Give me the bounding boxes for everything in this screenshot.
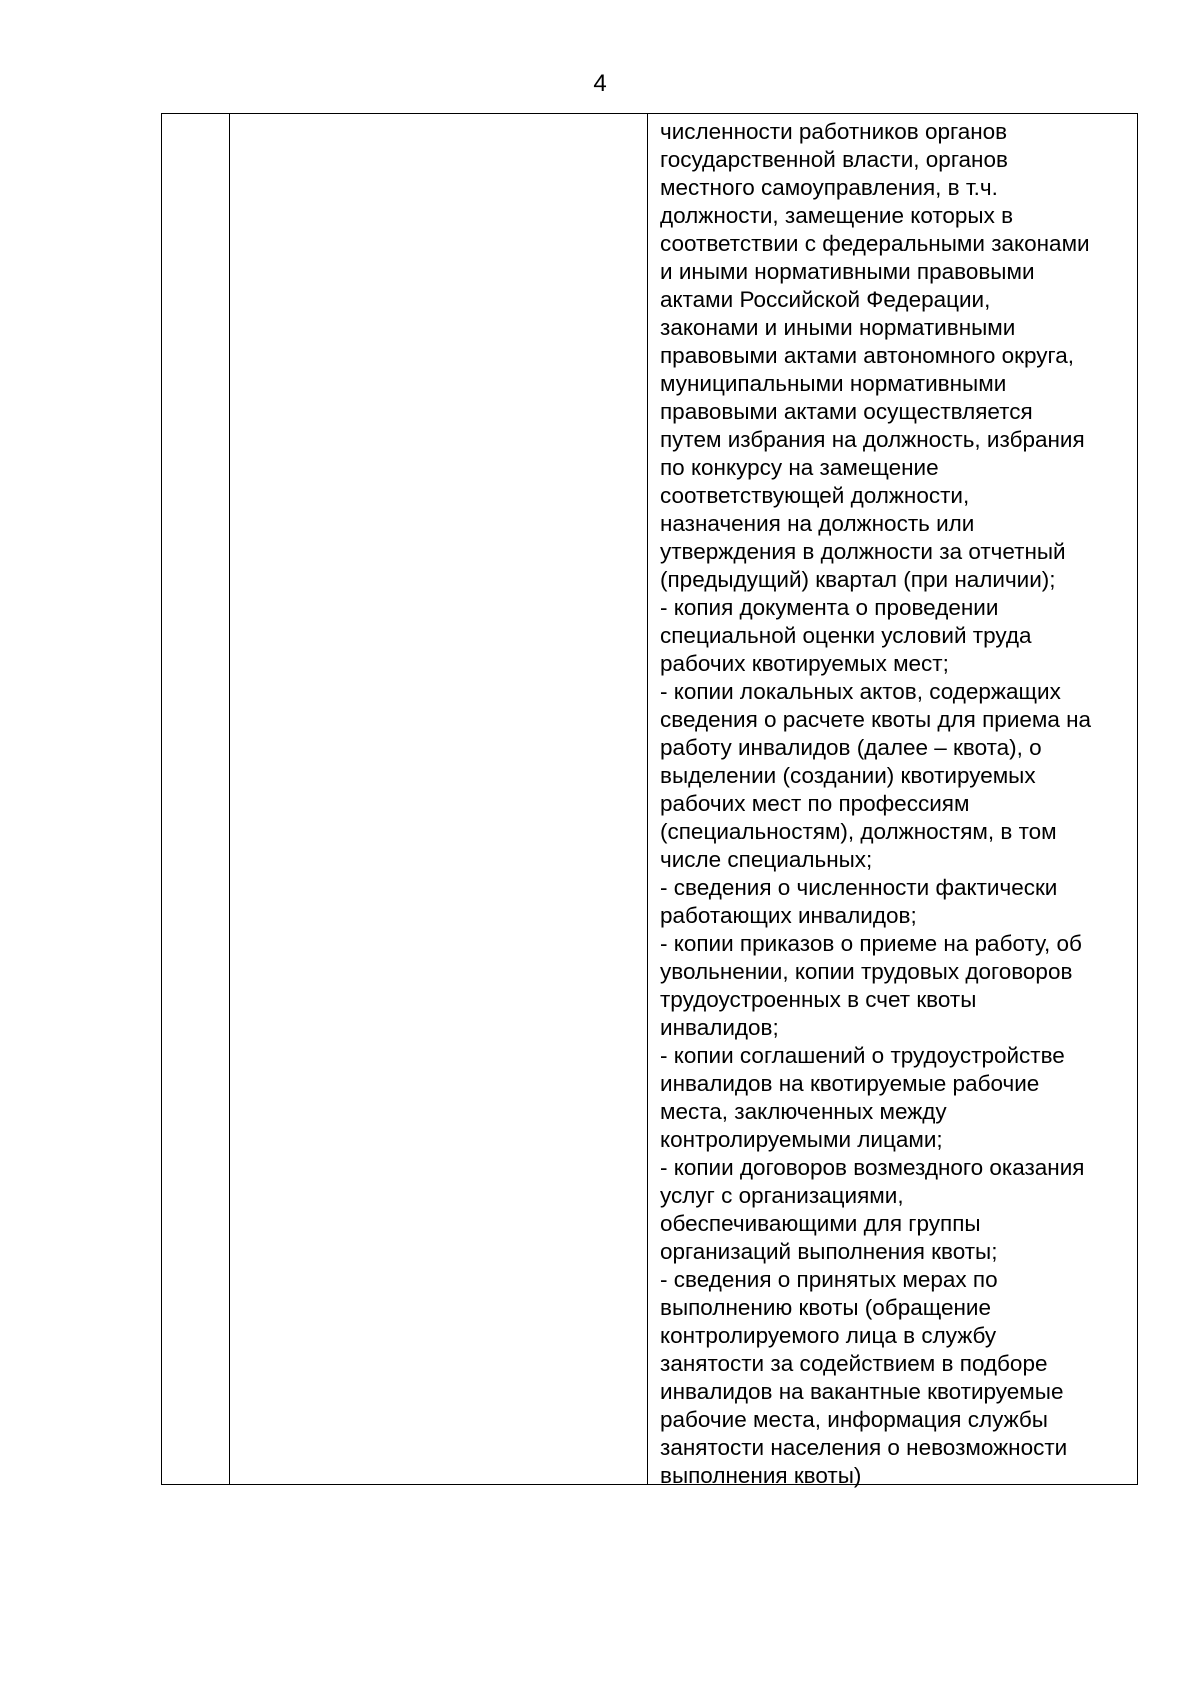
cell-text-line: инвалидов на квотируемые рабочие (660, 1071, 1040, 1096)
cell-text-line: организаций выполнения квоты; (660, 1239, 998, 1264)
cell-text-line: занятости за содействием в подборе (660, 1351, 1048, 1376)
cell-text-line: и иными нормативными правовыми (660, 259, 1035, 284)
cell-text-line: - сведения о численности фактически (660, 875, 1058, 900)
table-cell-documents (648, 114, 1137, 1488)
cell-text-line: численности работников органов (660, 119, 1008, 144)
cell-text-line: - копии договоров возмездного оказания (660, 1155, 1085, 1180)
cell-text-line: рабочие места, информация службы (660, 1407, 1048, 1432)
cell-text-line: контролируемыми лицами; (660, 1127, 943, 1152)
page-number: 4 (593, 70, 607, 97)
cell-text-line: законами и иными нормативными (660, 315, 1016, 340)
cell-text-line: соответствующей должности, (660, 483, 970, 508)
cell-text-line: контролируемого лица в службу (660, 1323, 997, 1348)
cell-text-line: обеспечивающими для группы (660, 1211, 981, 1236)
cell-text-line: - сведения о принятых мерах по (660, 1267, 998, 1292)
cell-text-line: места, заключенных между (660, 1099, 947, 1124)
cell-text-line: путем избрания на должность, избрания (660, 427, 1085, 452)
cell-text-line: - копии приказов о приеме на работу, об (660, 931, 1082, 956)
cell-text-line: (специальностям), должностям, в том (660, 819, 1057, 844)
cell-text-line: - копии локальных актов, содержащих (660, 679, 1061, 704)
cell-text-line: местного самоуправления, в т.ч. (660, 175, 998, 200)
cell-text-line: работу инвалидов (далее – квота), о (660, 735, 1042, 760)
cell-text-line: - копия документа о проведении (660, 595, 999, 620)
cell-text-line: (предыдущий) квартал (при наличии); (660, 567, 1056, 592)
cell-text-line: муниципальными нормативными (660, 371, 1007, 396)
cell-text-line: актами Российской Федерации, (660, 287, 991, 312)
cell-text-line: услуг с организациями, (660, 1183, 904, 1208)
cell-text-line: занятости населения о невозможности (660, 1435, 1068, 1460)
cell-text-line: увольнении, копии трудовых договоров (660, 959, 1073, 984)
cell-text-line: инвалидов на вакантные квотируемые (660, 1379, 1064, 1404)
cell-text-line: выделении (создании) квотируемых (660, 763, 1036, 788)
cell-text-line: инвалидов; (660, 1015, 779, 1040)
cell-text-line: выполнению квоты (обращение (660, 1295, 992, 1320)
cell-text-line: числе специальных; (660, 847, 873, 872)
cell-text-line: должности, замещение которых в (660, 203, 1014, 228)
document-table (161, 113, 1138, 1488)
cell-text-line: соответствии с федеральными законами (660, 231, 1090, 256)
cell-text-line: по конкурсу на замещение (660, 455, 939, 480)
table-cell-description (230, 114, 648, 1484)
table-cell-number (162, 114, 230, 1484)
cell-text-line: государственной власти, органов (660, 147, 1008, 172)
cell-text-line: утверждения в должности за отчетный (660, 539, 1066, 564)
cell-text-line: выполнения квоты) (660, 1463, 862, 1488)
cell-text-line: сведения о расчете квоты для приема на (660, 707, 1092, 732)
cell-text-line: правовыми актами автономного округа, (660, 343, 1075, 368)
cell-text-line: специальной оценки условий труда (660, 623, 1032, 648)
cell-text-line: - копии соглашений о трудоустройстве (660, 1043, 1065, 1068)
cell-text-line: рабочих квотируемых мест; (660, 651, 949, 676)
cell-text-line: назначения на должность или (660, 511, 975, 536)
cell-text-line: трудоустроенных в счет квоты (660, 987, 977, 1012)
cell-text-line: правовыми актами осуществляется (660, 399, 1033, 424)
cell-text-line: работающих инвалидов; (660, 903, 917, 928)
cell-text-line: рабочих мест по профессиям (660, 791, 970, 816)
